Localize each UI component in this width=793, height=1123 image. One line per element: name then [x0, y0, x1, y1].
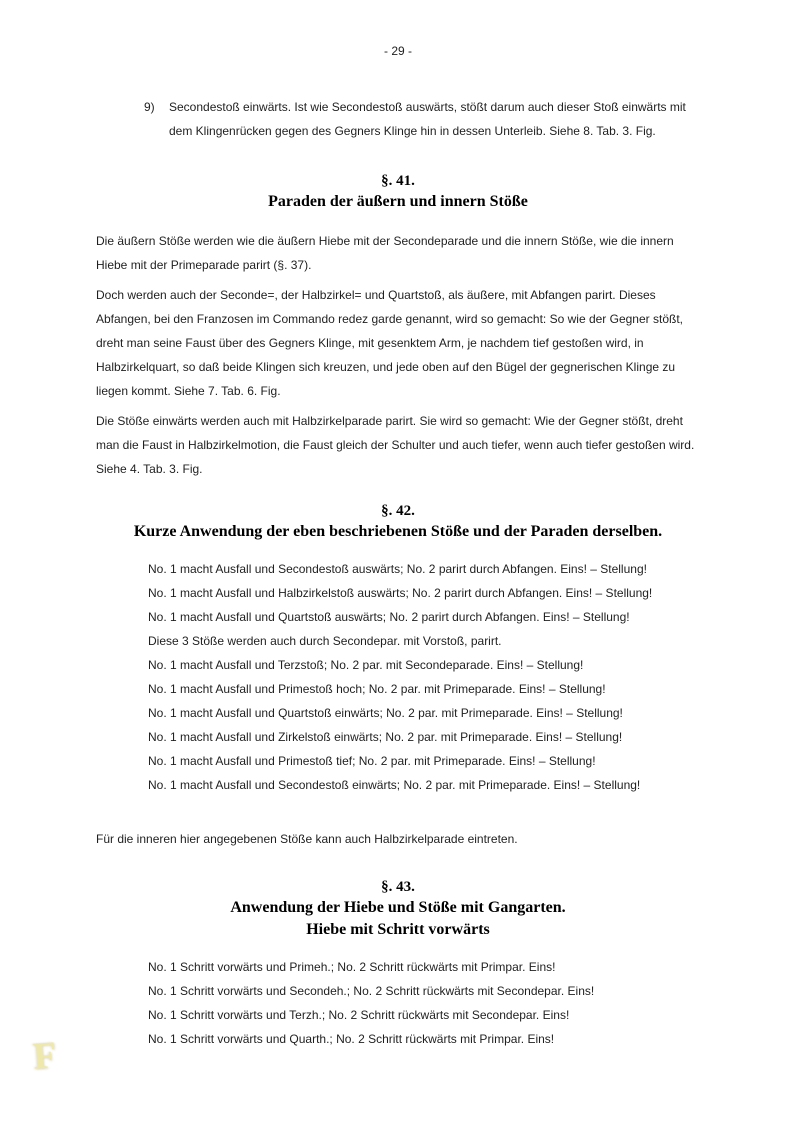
- drill-line: No. 1 macht Ausfall und Primestoß tief; No. 2 par. mit Primeparade. Eins! – Stellung!: [148, 754, 596, 768]
- drill-line: No. 1 Schritt vorwärts und Primeh.; No. 2 Schritt rückwärts mit Primpar. Eins!: [148, 960, 556, 974]
- section-43-number: §. 43.: [381, 879, 415, 895]
- drill-line: No. 1 macht Ausfall und Zirkelstoß einwärts; No. 2 par. mit Primeparade. Eins! – Stellung!: [148, 730, 623, 744]
- drill-line: No. 1 Schritt vorwärts und Secondeh.; No. 2 Schritt rückwärts mit Secondepar. Eins!: [148, 984, 595, 998]
- section-42-heading: [96, 501, 700, 543]
- drill-line: No. 1 macht Ausfall und Halbzirkelstoß auswärts; No. 2 parirt durch Abfangen. Eins! – Stellung!: [148, 586, 653, 600]
- section-43-title-line-2: Hiebe mit Schritt vorwärts: [306, 921, 490, 938]
- drill-line: No. 1 macht Ausfall und Secondestoß einwärts; No. 2 par. mit Primeparade. Eins! – Stellung!: [148, 778, 641, 792]
- section-41-paragraph-2: Doch werden auch der Seconde=, der Halbzirkel= und Quartstoß, als äußere, mit Abfangen parirt. Dieses Abfangen, bei den Franzosen im Commando redez garde genannt, wird so gemacht: So wie der Gegner stößt, dreht man seine Faust über des Gegners Klinge, mit gesenktem Arm, je nachdem tief gestoßen wird, in Halbzirkelquart, so daß beide Klingen sich kreuzen, und jede oben auf den Bügel der gegnerischen Klinge zu liegen kommt. Siehe 7. Tab. 6. Fig.: [96, 288, 683, 398]
- drill-line: No. 1 macht Ausfall und Terzstoß; No. 2 par. mit Secondeparade. Eins! – Stellung!: [148, 658, 584, 672]
- page-number: - 29 -: [383, 44, 412, 58]
- drill-line: No. 1 Schritt vorwärts und Terzh.; No. 2 Schritt rückwärts mit Secondepar. Eins!: [148, 1008, 570, 1022]
- list-item-marker: 9): [144, 100, 155, 114]
- section-41-title: Paraden der äußern und innern Stöße: [268, 193, 528, 210]
- section-43-title-line-1: Anwendung der Hiebe und Stöße mit Gangarten.: [230, 899, 566, 916]
- section-41-heading: [96, 171, 700, 213]
- section-41-paragraph-1: Die äußern Stöße werden wie die äußern Hiebe mit der Secondeparade und die innern Stöße, wie die innern Hiebe mit der Primeparade parirt (§. 37).: [96, 234, 674, 272]
- section-42-title: Kurze Anwendung der eben beschriebenen Stöße und der Paraden derselben.: [133, 523, 663, 540]
- drill-line: Diese 3 Stöße werden auch durch Secondepar. mit Vorstoß, parirt.: [148, 634, 502, 648]
- section-43-drill-list: [96, 955, 700, 1051]
- section-42-note: Für die inneren hier angegebenen Stöße kann auch Halbzirkelparade eintreten.: [96, 832, 518, 846]
- list-item-9: [96, 95, 700, 143]
- list-item-text: Secondestoß einwärts. Ist wie Secondestoß auswärts, stößt darum auch dieser Stoß einwärts mit dem Klingenrücken gegen des Gegners Klinge hin in dessen Unterleib. Siehe 8. Tab. 3. Fig.: [169, 100, 686, 138]
- section-41-number: §. 41.: [381, 173, 415, 189]
- drill-line: No. 1 macht Ausfall und Secondestoß auswärts; No. 2 parirt durch Abfangen. Eins! – Stellung!: [148, 562, 647, 576]
- watermark-stamp-icon: F: [31, 1034, 58, 1078]
- drill-line: No. 1 Schritt vorwärts und Quarth.; No. 2 Schritt rückwärts mit Primpar. Eins!: [148, 1032, 555, 1046]
- drill-line: No. 1 macht Ausfall und Quartstoß auswärts; No. 2 parirt durch Abfangen. Eins! – Stellung!: [148, 610, 630, 624]
- section-41-paragraph-3: Die Stöße einwärts werden auch mit Halbzirkelparade parirt. Sie wird so gemacht: Wie der Gegner stößt, dreht man die Faust in Halbzirkelmotion, die Faust gleich der Schulter und auch tiefer, wenn auch tiefer gestoßen wird. Siehe 4. Tab. 3. Fig.: [96, 414, 695, 476]
- drill-line: No. 1 macht Ausfall und Quartstoß einwärts; No. 2 par. mit Primeparade. Eins! – Stellung!: [148, 706, 623, 720]
- section-42-drill-list: [96, 557, 700, 797]
- drill-line: No. 1 macht Ausfall und Primestoß hoch; No. 2 par. mit Primeparade. Eins! – Stellung!: [148, 682, 606, 696]
- section-43-heading: [96, 877, 700, 941]
- section-42-number: §. 42.: [381, 503, 415, 519]
